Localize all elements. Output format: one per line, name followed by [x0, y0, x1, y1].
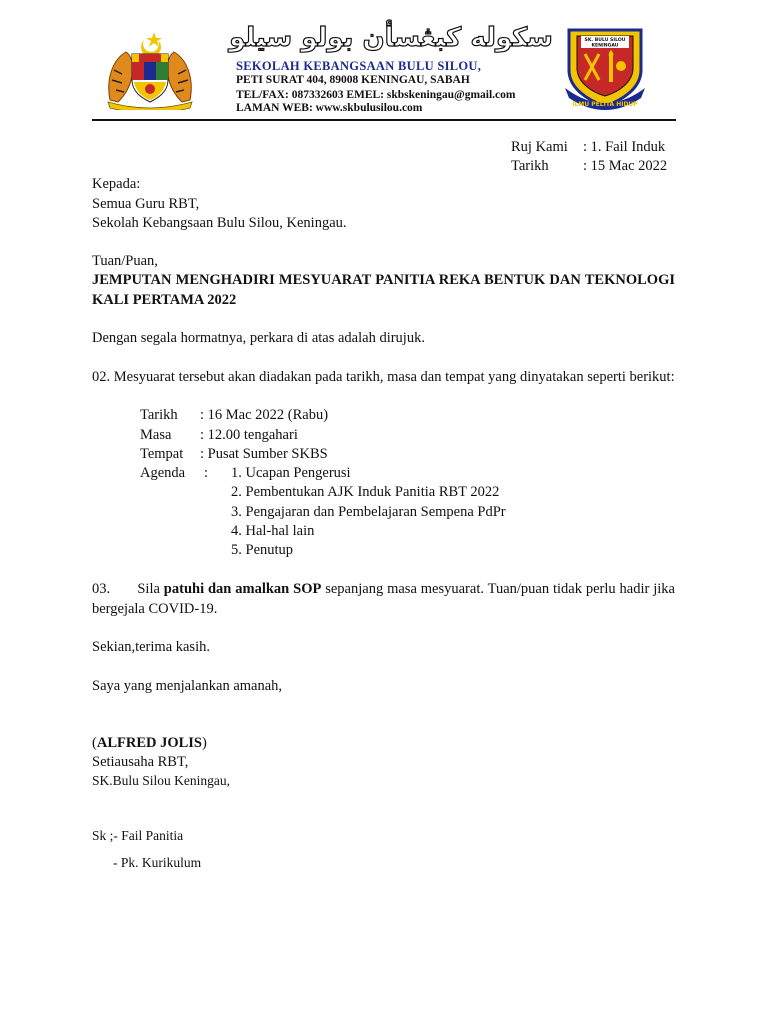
jawi-school-name: [226, 16, 556, 56]
detail-value: : 16 Mac 2022 (Rabu): [200, 407, 329, 423]
school-address: PETI SURAT 404, 89008 KENINGAU, SABAH: [236, 74, 470, 86]
detail-label: Tempat: [140, 446, 184, 462]
cc-line-1: Sk ;- Fail Panitia: [92, 828, 184, 843]
signature-org: SK.Bulu Silou Keningau,: [92, 773, 231, 788]
closing-thanks: Sekian,terima kasih.: [92, 639, 210, 655]
paragraph-3-prefix: 03. Sila: [92, 581, 164, 597]
paragraph-3-emphasis: patuhi dan amalkan SOP: [163, 581, 322, 597]
closing-trust: Saya yang menjalankan amanah,: [92, 678, 283, 694]
svg-text:SK. BULU SILOU: SK. BULU SILOU: [584, 38, 626, 43]
paragraph-1: Dengan segala hormatnya, perkara di atas adalah dirujuk.: [92, 330, 425, 346]
signature-name-text: ALFRED JOLIS: [96, 735, 202, 751]
ref-ruj-label: Ruj Kami: [511, 139, 568, 155]
school-name: SEKOLAH KEBANGSAAN BULU SILOU,: [236, 59, 482, 73]
agenda-item: 2. Pembentukan AJK Induk Panitia RBT 2022: [231, 484, 500, 500]
recipient-kepada: Kepada:: [92, 176, 141, 192]
salutation: Tuan/Puan,: [92, 253, 158, 269]
signature-name: [92, 734, 207, 753]
signature-close-paren: ): [202, 735, 207, 751]
agenda-item: 1. Ucapan Pengerusi: [231, 465, 351, 481]
signature-open-paren: (: [92, 735, 97, 751]
school-website: LAMAN WEB: www.skbulusilou.com: [236, 102, 423, 114]
svg-text:KENINGAU: KENINGAU: [591, 43, 619, 49]
agenda-label: Agenda: [140, 465, 186, 481]
recipient-line1: Semua Guru RBT,: [92, 196, 200, 212]
agenda-item: 4. Hal-hal lain: [231, 523, 315, 539]
detail-value: : Pusat Sumber SKBS: [200, 446, 328, 462]
ref-date-value: : 15 Mac 2022: [583, 158, 668, 174]
detail-label: Masa: [140, 427, 172, 443]
malaysia-coat-of-arms-icon: [104, 30, 196, 110]
svg-text:ILMU PELITA HIDUP: ILMU PELITA HIDUP: [572, 101, 638, 108]
letter-subject: JEMPUTAN MENGHADIRI MESYUARAT PANITIA REKA BENTUK DAN TEKNOLOGI KALI PERTAMA 2022: [92, 272, 675, 308]
agenda-colon: :: [204, 465, 209, 481]
jawi-title-text: سكولە كبڠسأن بولو سيلو: [229, 23, 553, 53]
paragraph-3: [92, 580, 679, 619]
detail-label: Tarikh: [140, 407, 178, 423]
ref-ruj-value: : 1. Fail Induk: [583, 139, 666, 155]
signature-title: Setiausaha RBT,: [92, 754, 189, 770]
paragraph-2: 02. Mesyuarat tersebut akan diadakan pada tarikh, masa dan tempat yang dinyatakan seperti berikut:: [92, 369, 675, 385]
letterhead-divider: [92, 119, 676, 121]
ref-date-label: Tarikh: [511, 158, 549, 174]
school-shield-icon: [563, 22, 647, 112]
paragraph-3-suffix: sepanjang masa mesyuarat. Tuan/puan tidak perlu hadir jika bergejala COVID-19.: [92, 581, 679, 617]
recipient-line2: Sekolah Kebangsaan Bulu Silou, Keningau.: [92, 215, 347, 231]
agenda-item: 5. Penutup: [231, 542, 294, 558]
agenda-item: 3. Pengajaran dan Pembelajaran Sempena PdPr: [231, 504, 506, 520]
cc-line-2: - Pk. Kurikulum: [113, 855, 202, 870]
school-contact: TEL/FAX: 087332603 EMEL: skbskeningau@gmail.com: [236, 89, 516, 101]
detail-value: : 12.00 tengahari: [200, 427, 298, 443]
